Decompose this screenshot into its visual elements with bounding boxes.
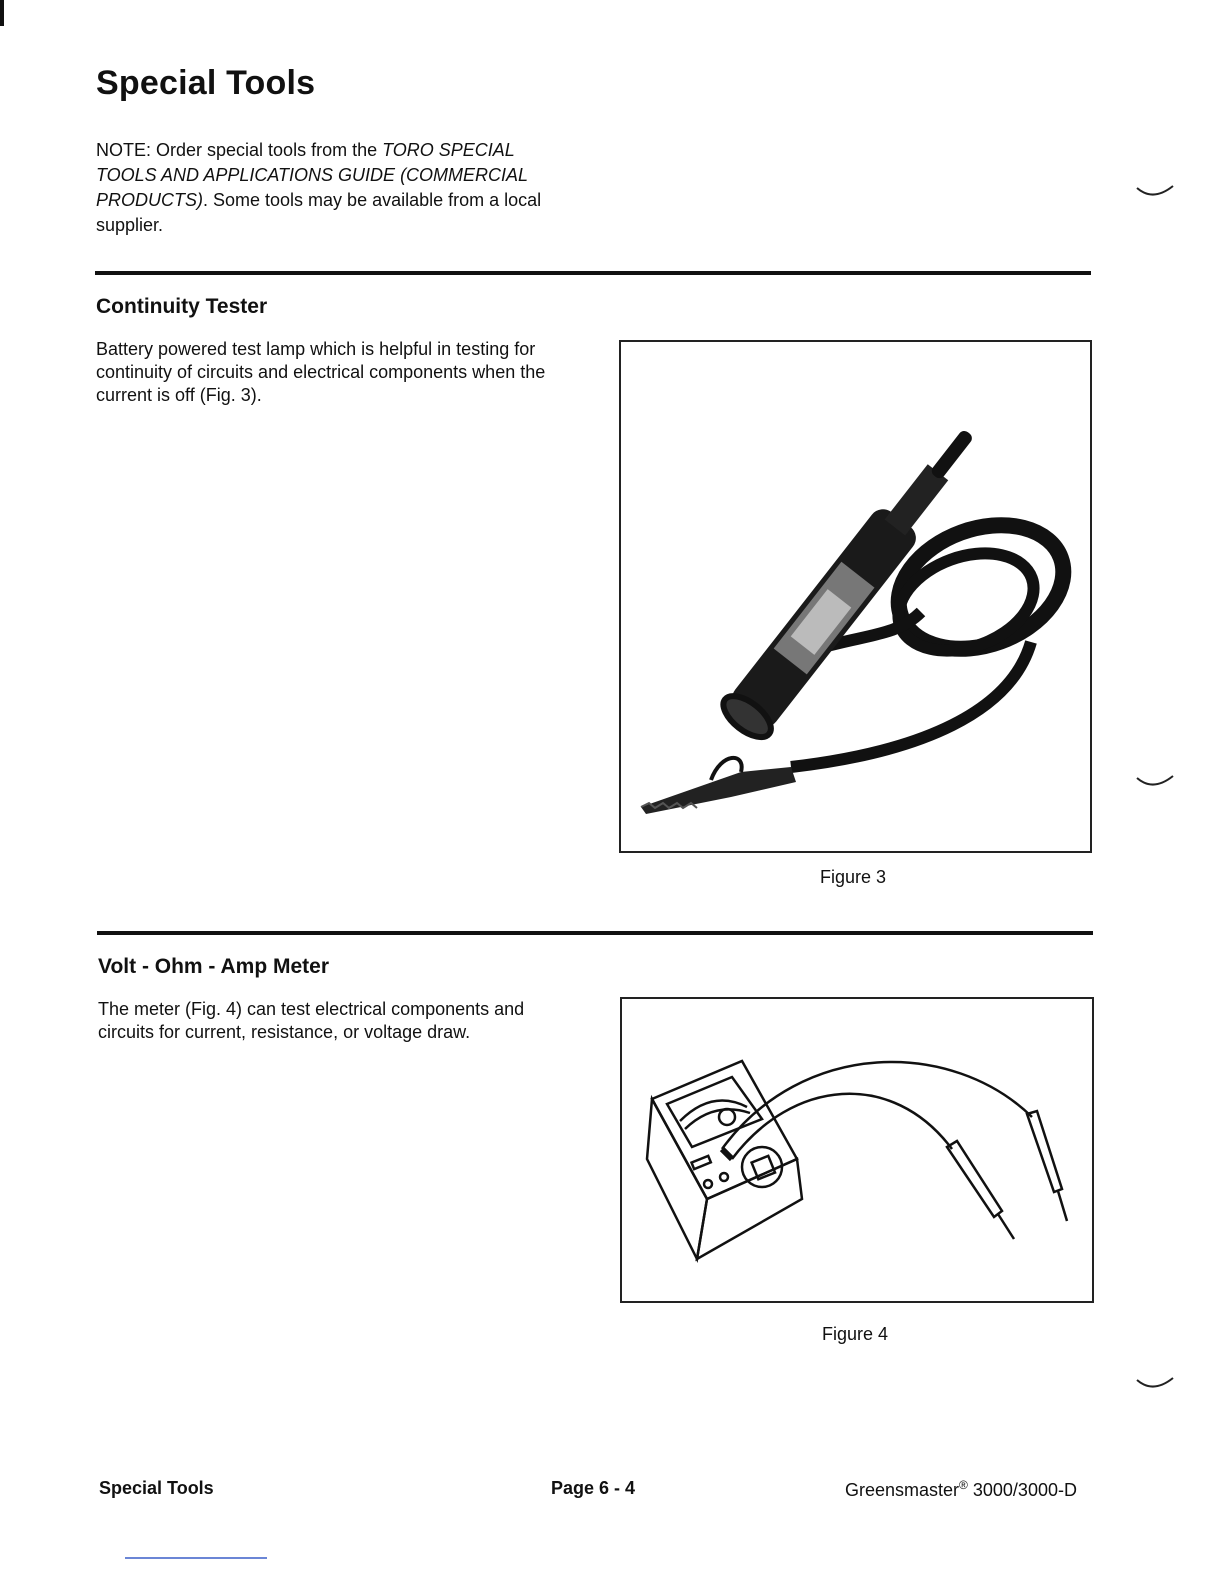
special-tools-note [96,138,576,238]
binding-mark-icon [1135,770,1175,792]
footer-page-number: Page 6 - 4 [551,1478,636,1498]
footer-product-name [845,1478,1077,1501]
figure-3-caption: Figure 3 [820,867,887,887]
note-guide-title: TORO SPECIAL TOOLS AND APPLICATIONS GUIDE (COMMERCIAL PRODUCTS) [96,140,528,210]
footer-brand: Greensmaster [845,1480,960,1500]
footer-registered-mark: ® [959,1478,968,1492]
note-prefix: NOTE: Order special tools from the [96,140,383,160]
section-title-volt-ohm-amp-meter: Volt - Ohm - Amp Meter [98,955,329,978]
figure-3-continuity-tester-image [619,340,1092,853]
footer-section-name: Special Tools [99,1478,214,1498]
figure-4-multimeter-image [620,997,1094,1303]
figure-4-caption: Figure 4 [822,1324,889,1344]
footer-model: 3000/3000-D [967,1480,1077,1500]
binding-mark-icon [1135,180,1175,202]
continuity-tester-illustration [621,342,1090,851]
section-divider-continuity [95,271,1091,275]
binding-mark-icon [1135,1372,1175,1394]
section-divider-meter [97,931,1093,935]
scan-edge-mark [0,0,4,26]
section-body-volt-ohm-amp-meter: The meter (Fig. 4) can test electrical components and circuits for current, resistance, or voltage draw. [98,999,525,1042]
section-title-continuity-tester: Continuity Tester [96,295,268,318]
multimeter-illustration [622,999,1092,1301]
page-title: Special Tools [96,64,316,102]
bottom-underline-mark [125,1557,267,1559]
note-suffix: . Some tools may be available from a local supplier. [96,190,542,235]
section-body-continuity-tester: Battery powered test lamp which is helpful in testing for continuity of circuits and electrical components when the current is off (Fig. 3). [96,339,546,405]
